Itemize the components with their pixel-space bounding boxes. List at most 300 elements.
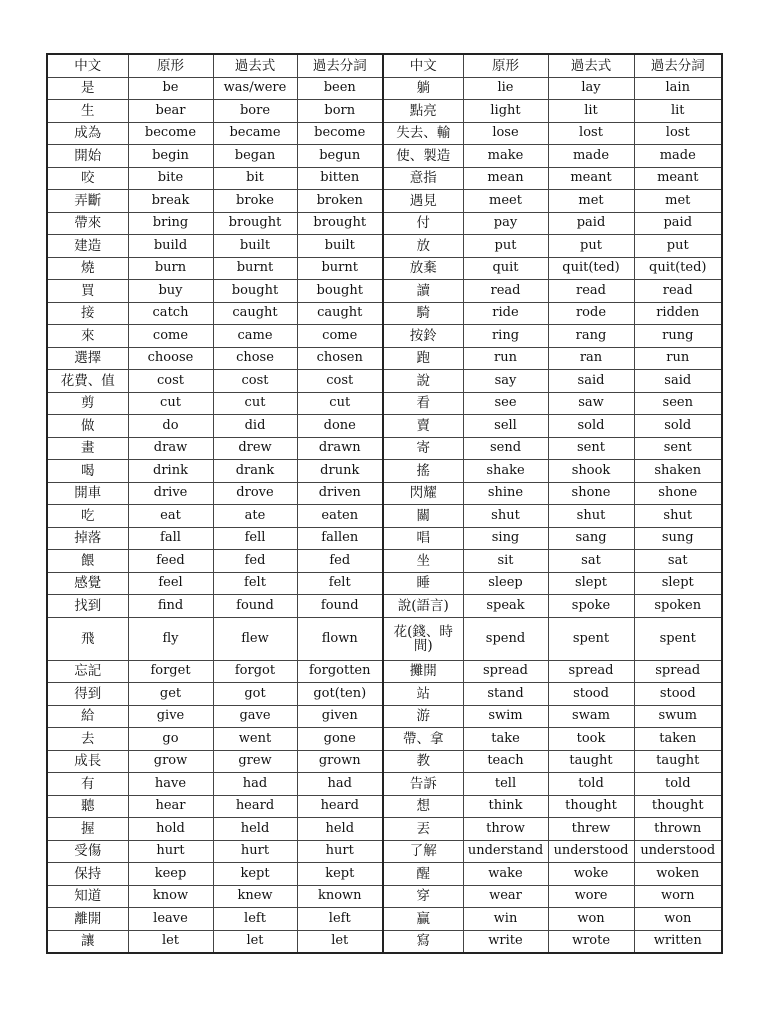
cell-base-left: hurt — [128, 840, 213, 863]
cell-past-right: said — [548, 370, 634, 393]
cell-past-left: began — [213, 145, 297, 168]
cell-chinese-left: 吃 — [47, 505, 128, 528]
cell-participle-left: known — [297, 885, 383, 908]
cell-past-right: shut — [548, 505, 634, 528]
table-row — [47, 750, 722, 773]
cell-base-left: become — [128, 122, 213, 145]
cell-base-left: give — [128, 705, 213, 728]
cell-base-right: take — [463, 728, 548, 751]
verb-table-container — [46, 53, 721, 954]
cell-base-left: bear — [128, 100, 213, 123]
header-row — [47, 54, 722, 77]
cell-chinese-right: 寄 — [383, 437, 463, 460]
cell-participle-right: paid — [634, 212, 722, 235]
cell-past-right: saw — [548, 392, 634, 415]
cell-base-right: light — [463, 100, 548, 123]
cell-past-right: swam — [548, 705, 634, 728]
cell-participle-left: given — [297, 705, 383, 728]
cell-past-left: felt — [213, 572, 297, 595]
cell-past-right: shone — [548, 482, 634, 505]
cell-base-right: swim — [463, 705, 548, 728]
cell-participle-left: flown — [297, 617, 383, 660]
cell-participle-left: caught — [297, 302, 383, 325]
cell-base-right: see — [463, 392, 548, 415]
cell-past-left: gave — [213, 705, 297, 728]
cell-chinese-right: 放 — [383, 235, 463, 258]
cell-participle-right: taught — [634, 750, 722, 773]
cell-base-left: come — [128, 325, 213, 348]
table-row — [47, 415, 722, 438]
cell-base-left: cost — [128, 370, 213, 393]
cell-past-right: sat — [548, 550, 634, 573]
cell-participle-left: got(ten) — [297, 683, 383, 706]
cell-past-left: found — [213, 595, 297, 618]
cell-chinese-left: 接 — [47, 302, 128, 325]
cell-participle-right: won — [634, 908, 722, 931]
cell-past-left: hurt — [213, 840, 297, 863]
table-row — [47, 773, 722, 796]
cell-past-right: woke — [548, 863, 634, 886]
cell-participle-left: fed — [297, 550, 383, 573]
cell-chinese-right: 關 — [383, 505, 463, 528]
cell-past-left: ate — [213, 505, 297, 528]
cell-participle-left: cost — [297, 370, 383, 393]
cell-past-right: slept — [548, 572, 634, 595]
cell-participle-right: sent — [634, 437, 722, 460]
cell-past-right: stood — [548, 683, 634, 706]
cell-participle-right: swum — [634, 705, 722, 728]
cell-base-right: run — [463, 347, 548, 370]
cell-chinese-left: 讓 — [47, 930, 128, 953]
table-row — [47, 212, 722, 235]
table-row — [47, 527, 722, 550]
cell-past-right: lit — [548, 100, 634, 123]
cell-chinese-left: 餵 — [47, 550, 128, 573]
cell-past-left: chose — [213, 347, 297, 370]
cell-participle-right: sat — [634, 550, 722, 573]
cell-base-right: quit — [463, 257, 548, 280]
cell-chinese-right: 按鈴 — [383, 325, 463, 348]
cell-participle-right: lost — [634, 122, 722, 145]
cell-past-left: was/were — [213, 77, 297, 100]
cell-base-left: buy — [128, 280, 213, 303]
cell-base-left: choose — [128, 347, 213, 370]
cell-base-right: ring — [463, 325, 548, 348]
cell-past-right: ran — [548, 347, 634, 370]
cell-past-left: became — [213, 122, 297, 145]
cell-past-left: kept — [213, 863, 297, 886]
table-row — [47, 818, 722, 841]
cell-base-right: tell — [463, 773, 548, 796]
cell-base-left: get — [128, 683, 213, 706]
cell-participle-right: met — [634, 190, 722, 213]
cell-chinese-right: 看 — [383, 392, 463, 415]
cell-base-right: teach — [463, 750, 548, 773]
table-row — [47, 392, 722, 415]
table-row — [47, 550, 722, 573]
cell-base-left: do — [128, 415, 213, 438]
cell-past-right: rode — [548, 302, 634, 325]
cell-participle-left: let — [297, 930, 383, 953]
table-row — [47, 705, 722, 728]
cell-base-right: stand — [463, 683, 548, 706]
table-row — [47, 795, 722, 818]
cell-participle-right: thrown — [634, 818, 722, 841]
cell-chinese-right: 騎 — [383, 302, 463, 325]
cell-participle-right: thought — [634, 795, 722, 818]
cell-chinese-right: 說(語言) — [383, 595, 463, 618]
cell-base-left: let — [128, 930, 213, 953]
cell-base-right: lie — [463, 77, 548, 100]
cell-participle-right: slept — [634, 572, 722, 595]
cell-chinese-left: 生 — [47, 100, 128, 123]
cell-participle-left: brought — [297, 212, 383, 235]
cell-past-left: bit — [213, 167, 297, 190]
cell-chinese-right: 躺 — [383, 77, 463, 100]
cell-past-right: thought — [548, 795, 634, 818]
cell-participle-right: understood — [634, 840, 722, 863]
cell-participle-left: chosen — [297, 347, 383, 370]
cell-past-left: went — [213, 728, 297, 751]
table-row — [47, 280, 722, 303]
cell-past-left: heard — [213, 795, 297, 818]
cell-past-right: sang — [548, 527, 634, 550]
cell-past-right: meant — [548, 167, 634, 190]
cell-past-right: sent — [548, 437, 634, 460]
cell-chinese-right: 閃耀 — [383, 482, 463, 505]
cell-participle-left: grown — [297, 750, 383, 773]
header-base-right: 原形 — [463, 54, 548, 77]
cell-base-left: leave — [128, 908, 213, 931]
cell-base-left: eat — [128, 505, 213, 528]
cell-chinese-left: 開車 — [47, 482, 128, 505]
cell-base-left: grow — [128, 750, 213, 773]
cell-participle-left: felt — [297, 572, 383, 595]
cell-chinese-left: 建造 — [47, 235, 128, 258]
table-row — [47, 437, 722, 460]
cell-participle-right: stood — [634, 683, 722, 706]
cell-base-right: shake — [463, 460, 548, 483]
cell-past-left: brought — [213, 212, 297, 235]
cell-chinese-right: 想 — [383, 795, 463, 818]
cell-base-left: keep — [128, 863, 213, 886]
cell-chinese-left: 咬 — [47, 167, 128, 190]
cell-base-right: pay — [463, 212, 548, 235]
table-row — [47, 840, 722, 863]
header-past-right: 過去式 — [548, 54, 634, 77]
cell-past-right: met — [548, 190, 634, 213]
cell-participle-left: left — [297, 908, 383, 931]
header-chinese-left: 中文 — [47, 54, 128, 77]
cell-base-left: drive — [128, 482, 213, 505]
header-participle-right: 過去分詞 — [634, 54, 722, 77]
cell-chinese-right: 站 — [383, 683, 463, 706]
cell-past-left: came — [213, 325, 297, 348]
cell-past-left: forgot — [213, 660, 297, 683]
cell-past-left: drew — [213, 437, 297, 460]
cell-chinese-left: 找到 — [47, 595, 128, 618]
cell-base-right: sing — [463, 527, 548, 550]
cell-past-right: shook — [548, 460, 634, 483]
cell-chinese-right: 穿 — [383, 885, 463, 908]
cell-participle-right: quit(ted) — [634, 257, 722, 280]
cell-base-left: hear — [128, 795, 213, 818]
table-row — [47, 908, 722, 931]
cell-chinese-left: 畫 — [47, 437, 128, 460]
cell-past-left: bore — [213, 100, 297, 123]
cell-base-right: say — [463, 370, 548, 393]
cell-participle-left: bought — [297, 280, 383, 303]
cell-participle-left: had — [297, 773, 383, 796]
cell-base-right: read — [463, 280, 548, 303]
table-row — [47, 728, 722, 751]
cell-participle-right: spoken — [634, 595, 722, 618]
table-row — [47, 302, 722, 325]
cell-chinese-right: 使、製造 — [383, 145, 463, 168]
cell-chinese-left: 成長 — [47, 750, 128, 773]
cell-participle-right: rung — [634, 325, 722, 348]
cell-past-right: wrote — [548, 930, 634, 953]
cell-chinese-right: 教 — [383, 750, 463, 773]
cell-base-left: bite — [128, 167, 213, 190]
cell-chinese-right: 唱 — [383, 527, 463, 550]
cell-chinese-right: 放棄 — [383, 257, 463, 280]
header-base-left: 原形 — [128, 54, 213, 77]
table-row — [47, 235, 722, 258]
cell-base-right: wear — [463, 885, 548, 908]
table-row — [47, 167, 722, 190]
cell-base-right: send — [463, 437, 548, 460]
cell-chinese-left: 有 — [47, 773, 128, 796]
cell-base-left: bring — [128, 212, 213, 235]
cell-past-right: sold — [548, 415, 634, 438]
cell-past-right: wore — [548, 885, 634, 908]
cell-participle-left: forgotten — [297, 660, 383, 683]
cell-chinese-left: 喝 — [47, 460, 128, 483]
cell-chinese-left: 得到 — [47, 683, 128, 706]
cell-chinese-left: 受傷 — [47, 840, 128, 863]
cell-base-right: sleep — [463, 572, 548, 595]
cell-participle-left: burnt — [297, 257, 383, 280]
cell-base-left: draw — [128, 437, 213, 460]
cell-participle-right: made — [634, 145, 722, 168]
cell-base-right: win — [463, 908, 548, 931]
cell-past-left: got — [213, 683, 297, 706]
cell-chinese-left: 去 — [47, 728, 128, 751]
cell-past-left: caught — [213, 302, 297, 325]
cell-base-right: meet — [463, 190, 548, 213]
cell-past-right: told — [548, 773, 634, 796]
cell-base-left: go — [128, 728, 213, 751]
table-row — [47, 505, 722, 528]
cell-chinese-left: 給 — [47, 705, 128, 728]
table-row — [47, 77, 722, 100]
cell-chinese-right: 攤開 — [383, 660, 463, 683]
cell-chinese-right: 說 — [383, 370, 463, 393]
cell-past-left: built — [213, 235, 297, 258]
cell-participle-left: hurt — [297, 840, 383, 863]
cell-participle-left: fallen — [297, 527, 383, 550]
cell-chinese-left: 是 — [47, 77, 128, 100]
cell-chinese-right: 坐 — [383, 550, 463, 573]
cell-chinese-left: 弄斷 — [47, 190, 128, 213]
cell-chinese-left: 選擇 — [47, 347, 128, 370]
cell-participle-left: found — [297, 595, 383, 618]
cell-participle-left: eaten — [297, 505, 383, 528]
cell-chinese-right: 意指 — [383, 167, 463, 190]
cell-base-right: spread — [463, 660, 548, 683]
cell-base-left: begin — [128, 145, 213, 168]
cell-past-left: bought — [213, 280, 297, 303]
cell-participle-left: cut — [297, 392, 383, 415]
cell-participle-right: written — [634, 930, 722, 953]
cell-participle-left: bitten — [297, 167, 383, 190]
table-row — [47, 347, 722, 370]
cell-chinese-left: 掉落 — [47, 527, 128, 550]
cell-base-right: wake — [463, 863, 548, 886]
cell-base-left: feel — [128, 572, 213, 595]
cell-participle-right: sung — [634, 527, 722, 550]
cell-past-right: threw — [548, 818, 634, 841]
cell-base-left: feed — [128, 550, 213, 573]
cell-base-right: make — [463, 145, 548, 168]
cell-chinese-left: 燒 — [47, 257, 128, 280]
cell-chinese-left: 做 — [47, 415, 128, 438]
cell-base-left: cut — [128, 392, 213, 415]
cell-participle-left: done — [297, 415, 383, 438]
cell-base-left: drink — [128, 460, 213, 483]
cell-chinese-left: 知道 — [47, 885, 128, 908]
cell-base-left: fall — [128, 527, 213, 550]
cell-participle-right: sold — [634, 415, 722, 438]
table-row — [47, 885, 722, 908]
cell-base-right: ride — [463, 302, 548, 325]
cell-base-left: catch — [128, 302, 213, 325]
cell-participle-right: woken — [634, 863, 722, 886]
cell-chinese-right: 帶、拿 — [383, 728, 463, 751]
cell-chinese-right: 遇見 — [383, 190, 463, 213]
table-row — [47, 325, 722, 348]
cell-past-left: knew — [213, 885, 297, 908]
cell-base-right: write — [463, 930, 548, 953]
cell-chinese-right: 了解 — [383, 840, 463, 863]
cell-chinese-right: 點亮 — [383, 100, 463, 123]
cell-past-right: spent — [548, 617, 634, 660]
cell-participle-left: broken — [297, 190, 383, 213]
cell-past-right: spread — [548, 660, 634, 683]
cell-chinese-left: 離開 — [47, 908, 128, 931]
cell-past-right: understood — [548, 840, 634, 863]
table-row — [47, 460, 722, 483]
cell-base-left: burn — [128, 257, 213, 280]
cell-chinese-right: 讀 — [383, 280, 463, 303]
cell-participle-left: held — [297, 818, 383, 841]
cell-base-left: forget — [128, 660, 213, 683]
cell-past-left: grew — [213, 750, 297, 773]
cell-participle-left: begun — [297, 145, 383, 168]
cell-chinese-right: 付 — [383, 212, 463, 235]
cell-participle-left: heard — [297, 795, 383, 818]
cell-participle-right: lain — [634, 77, 722, 100]
cell-base-left: have — [128, 773, 213, 796]
table-row — [47, 145, 722, 168]
cell-participle-right: meant — [634, 167, 722, 190]
cell-chinese-right: 游 — [383, 705, 463, 728]
cell-participle-left: born — [297, 100, 383, 123]
cell-base-left: hold — [128, 818, 213, 841]
cell-participle-right: spread — [634, 660, 722, 683]
cell-past-left: held — [213, 818, 297, 841]
cell-chinese-left: 感覺 — [47, 572, 128, 595]
cell-past-right: read — [548, 280, 634, 303]
cell-participle-right: worn — [634, 885, 722, 908]
cell-base-right: understand — [463, 840, 548, 863]
cell-base-right: think — [463, 795, 548, 818]
table-row — [47, 930, 722, 953]
table-row — [47, 683, 722, 706]
header-chinese-right: 中文 — [383, 54, 463, 77]
cell-chinese-right: 花(錢、時間) — [383, 617, 463, 660]
cell-chinese-left: 花費、值 — [47, 370, 128, 393]
cell-base-left: know — [128, 885, 213, 908]
table-row — [47, 660, 722, 683]
cell-past-right: spoke — [548, 595, 634, 618]
cell-past-left: let — [213, 930, 297, 953]
cell-past-left: broke — [213, 190, 297, 213]
cell-past-left: had — [213, 773, 297, 796]
table-row — [47, 595, 722, 618]
cell-past-left: drank — [213, 460, 297, 483]
cell-participle-left: become — [297, 122, 383, 145]
cell-chinese-left: 來 — [47, 325, 128, 348]
cell-chinese-left: 聽 — [47, 795, 128, 818]
cell-participle-left: kept — [297, 863, 383, 886]
cell-base-right: sit — [463, 550, 548, 573]
cell-chinese-left: 飛 — [47, 617, 128, 660]
cell-past-right: quit(ted) — [548, 257, 634, 280]
cell-participle-right: put — [634, 235, 722, 258]
cell-past-left: flew — [213, 617, 297, 660]
table-row — [47, 100, 722, 123]
cell-past-right: rang — [548, 325, 634, 348]
cell-participle-left: been — [297, 77, 383, 100]
cell-participle-right: read — [634, 280, 722, 303]
cell-participle-right: said — [634, 370, 722, 393]
table-row — [47, 617, 722, 660]
cell-participle-left: gone — [297, 728, 383, 751]
table-body — [47, 77, 722, 953]
cell-past-right: made — [548, 145, 634, 168]
cell-base-left: be — [128, 77, 213, 100]
cell-base-right: spend — [463, 617, 548, 660]
header-participle-left: 過去分詞 — [297, 54, 383, 77]
cell-base-right: shine — [463, 482, 548, 505]
table-row — [47, 257, 722, 280]
cell-participle-right: shaken — [634, 460, 722, 483]
cell-past-right: lost — [548, 122, 634, 145]
cell-past-left: left — [213, 908, 297, 931]
table-row — [47, 572, 722, 595]
cell-participle-left: come — [297, 325, 383, 348]
cell-participle-right: taken — [634, 728, 722, 751]
table-row — [47, 482, 722, 505]
header-past-left: 過去式 — [213, 54, 297, 77]
cell-chinese-right: 告訴 — [383, 773, 463, 796]
cell-past-right: lay — [548, 77, 634, 100]
cell-chinese-right: 賣 — [383, 415, 463, 438]
cell-chinese-right: 失去、輸 — [383, 122, 463, 145]
irregular-verb-table — [46, 53, 723, 954]
